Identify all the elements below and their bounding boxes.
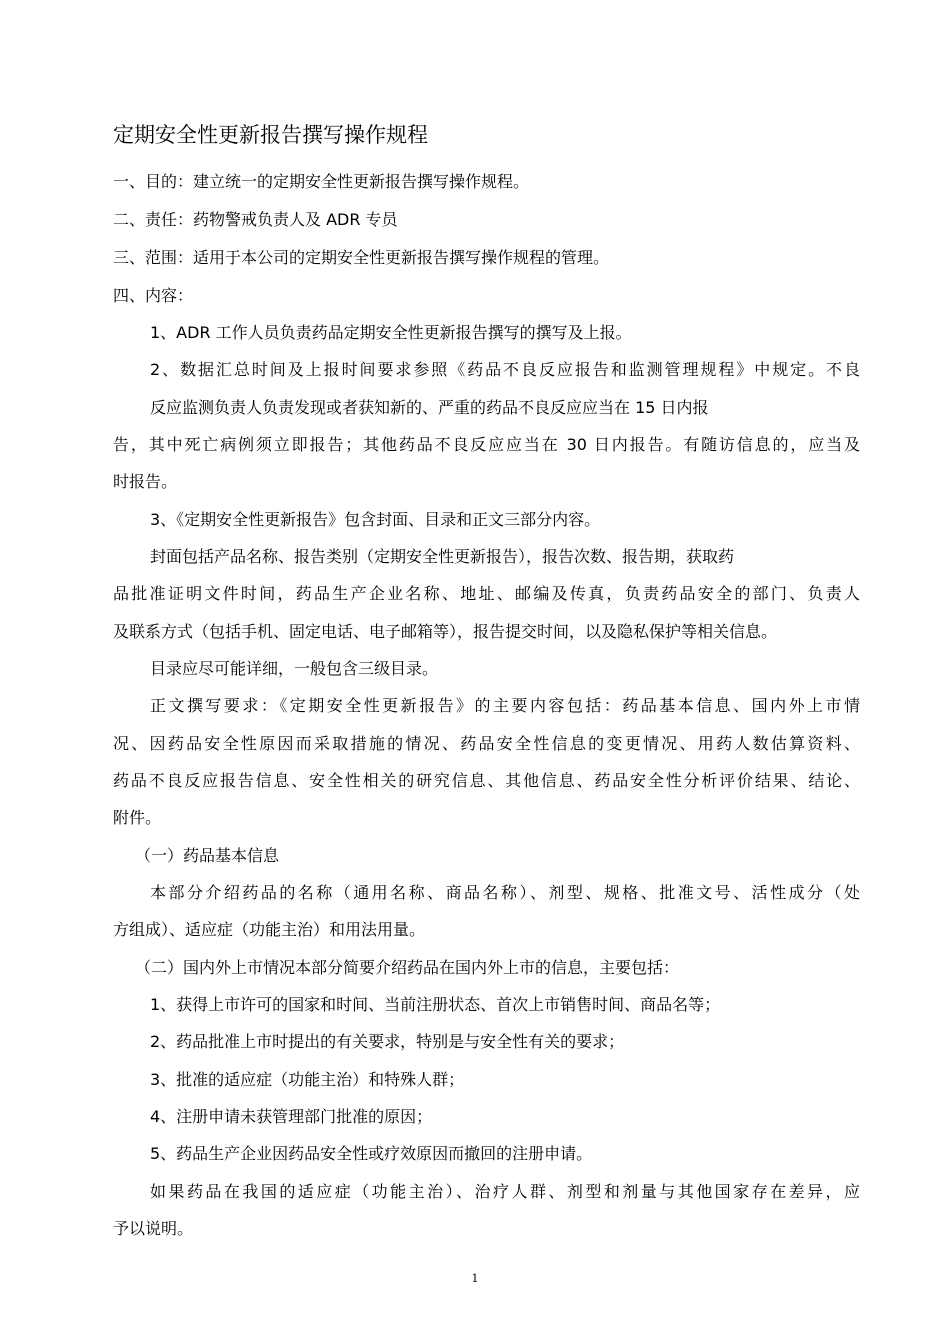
content-item-3: 3、《定期安全性更新报告》包含封面、目录和正文三部分内容。 [150, 510, 601, 529]
cover-paragraph-line-3: 及联系方式（包括手机、固定电话、电子邮箱等），报告提交时间，以及隐私保护等相关信息。 [113, 622, 778, 641]
body-paragraph-line-3: 药品不良反应报告信息、安全性相关的研究信息、其他信息、药品安全性分析评价结果、结论、 [113, 771, 860, 790]
body-paragraph-line-2: 况、因药品安全性原因而采取措施的情况、药品安全性信息的变更情况、用药人数估算资料、 [113, 734, 860, 753]
section-1-heading: （一）药品基本信息 [135, 846, 280, 865]
difference-note-line-1: 如果药品在我国的适应症（功能主治）、治疗人群、剂型和剂量与其他国家存在差异，应 [150, 1182, 860, 1201]
content-item-2-line-4: 时报告。 [113, 472, 178, 491]
section-2-item-2: 2、药品批准上市时提出的有关要求，特别是与安全性有关的要求； [150, 1032, 625, 1051]
section-1-paragraph-line-2: 方组成）、适应症（功能主治）和用法用量。 [113, 920, 426, 939]
document-title: 定期安全性更新报告撰写操作规程 [113, 123, 428, 147]
content-item-2-line-1: 2、数据汇总时间及上报时间要求参照《药品不良反应报告和监测管理规程》中规定。不良 [150, 360, 860, 379]
section-2-item-5: 5、药品生产企业因药品安全性或疗效原因而撤回的注册申请。 [150, 1144, 593, 1163]
cover-paragraph-line-2: 品批准证明文件时间，药品生产企业名称、地址、邮编及传真，负责药品安全的部门、负责人 [113, 584, 860, 603]
purpose-line: 一、目的：建立统一的定期安全性更新报告撰写操作规程。 [113, 172, 530, 191]
toc-paragraph: 目录应尽可能详细，一般包含三级目录。 [150, 659, 439, 678]
section-2-item-3: 3、批准的适应症（功能主治）和特殊人群； [150, 1070, 465, 1089]
content-item-2-line-3: 告，其中死亡病例须立即报告；其他药品不良反应应当在 30 日内报告。有随访信息的，应当及 [113, 435, 860, 454]
content-heading: 四、内容： [113, 286, 194, 305]
body-paragraph-line-1: 正文撰写要求：《定期安全性更新报告》的主要内容包括：药品基本信息、国内外上市情 [150, 696, 860, 715]
body-paragraph-line-4: 附件。 [113, 808, 162, 827]
difference-note-line-2: 予以说明。 [113, 1219, 194, 1238]
cover-paragraph-line-1: 封面包括产品名称、报告类别（定期安全性更新报告），报告次数、报告期，获取药 [150, 547, 735, 566]
section-1-paragraph-line-1: 本部分介绍药品的名称（通用名称、商品名称）、剂型、规格、批准文号、活性成分（处 [150, 883, 860, 902]
responsibility-line: 二、责任：药物警戒负责人及 ADR 专员 [113, 210, 398, 229]
page-number: 1 [471, 1272, 479, 1285]
scope-line: 三、范围：适用于本公司的定期安全性更新报告撰写操作规程的管理。 [113, 248, 610, 267]
section-2-item-4: 4、注册申请未获管理部门批准的原因； [150, 1107, 433, 1126]
section-2-heading: （二）国内外上市情况本部分简要介绍药品在国内外上市的信息，主要包括： [135, 958, 680, 977]
section-2-item-1: 1、获得上市许可的国家和时间、当前注册状态、首次上市销售时间、商品名等； [150, 995, 721, 1014]
content-item-1: 1、ADR 工作人员负责药品定期安全性更新报告撰写的撰写及上报。 [150, 323, 632, 342]
content-item-2-line-2: 反应监测负责人负责发现或者获知新的、严重的药品不良反应应当在 15 日内报 [150, 398, 709, 417]
